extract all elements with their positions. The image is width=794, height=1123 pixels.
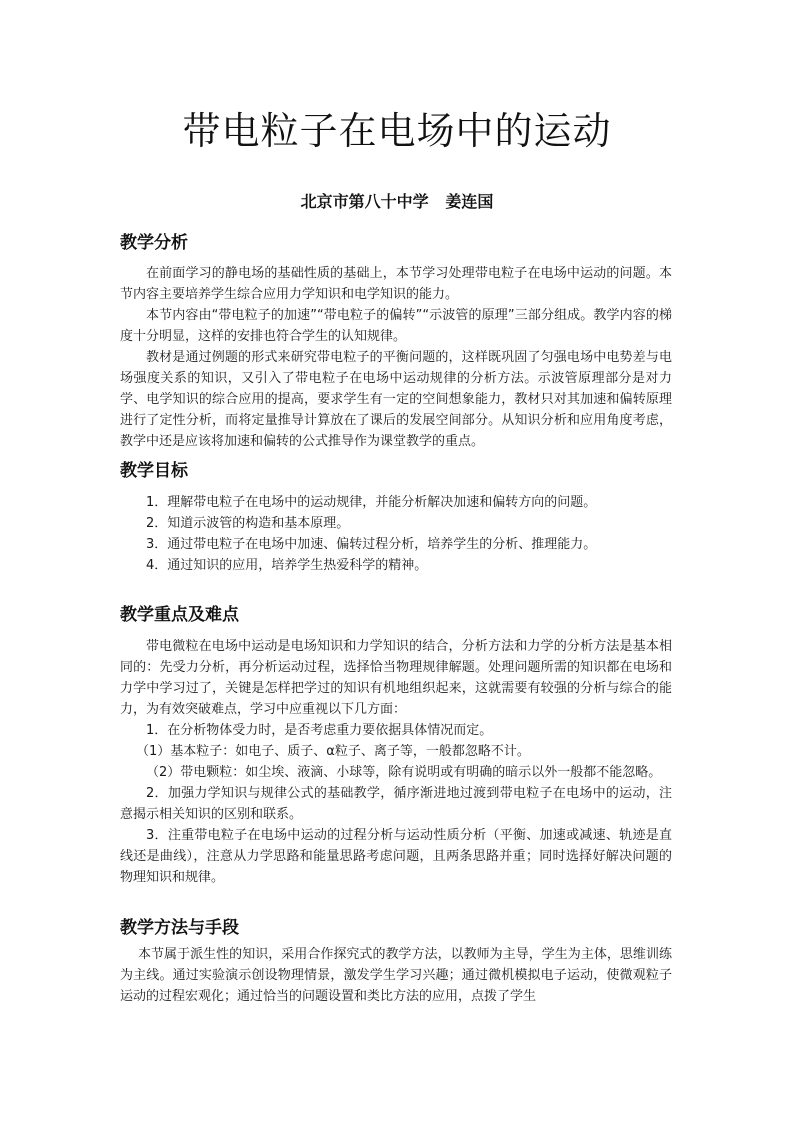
- goal-item-2: 2．知道示波管的构造和基本原理。: [146, 516, 350, 531]
- key-point-1a: （1）基本粒子：如电子、质子、α粒子、离子等，一般都忽略不计。: [136, 744, 530, 759]
- key-points-intro: 带电微粒在电场中运动是电场知识和力学知识的结合，分析方法和力学的分析方法是基本相同的：先受力分析，再分析运动过程，选择恰当物理规律解题。处理问题所需的知识都在电场和力学中学习过了，关键是怎样把学过的知识有机地组织起来，这就需要有较强的分析与综合的能力，为有效突破难点，学习中应重视以下几方面：: [120, 639, 672, 717]
- author-line: 北京市第八十中学 姜连国: [300, 192, 494, 211]
- key-point-1: 1．在分析物体受力时，是否考虑重力要依据具体情况而定。: [146, 723, 493, 738]
- goals-list: [120, 492, 672, 576]
- section-heading-methods: 教学方法与手段: [120, 918, 239, 938]
- analysis-paragraph-1: 在前面学习的静电场的基础性质的基础上，本节学习处理带电粒子在电场中运动的问题。本节内容主要培养学生综合应用力学知识和电学知识的能力。: [120, 266, 672, 302]
- key-point-1b: （2）带电颗粒：如尘埃、液滴、小球等，除有说明或有明确的暗示以外一般都不能忽略。: [146, 765, 662, 780]
- analysis-paragraph-2: 本节内容由“带电粒子的加速”“带电粒子的偏转”“示波管的原理”三部分组成。教学内容的梯度十分明显，这样的安排也符合学生的认知规律。: [120, 308, 672, 344]
- key-point-2: 2．加强力学知识与规律公式的基础教学，循序渐进地过渡到带电粒子在电场中的运动，注意揭示相关知识的区别和联系。: [120, 786, 672, 822]
- page-title: 带电粒子在电场中的运动: [182, 109, 612, 153]
- methods-body: [120, 944, 672, 1007]
- analysis-paragraph-3: 教材是通过例题的形式来研究带电粒子的平衡问题的，这样既巩固了匀强电场中电势差与电场强度关系的知识，又引入了带电粒子在电场中运动规律的分析方法。示波管原理部分是对力学、电学知识的综合应用的提高，要求学生有一定的空间想象能力，教材只对其加速和偏转原理进行了定性分析，而将定量推导计算放在了课后的发展空间部分。从知识分析和应用角度考虑，教学中还是应该将加速和偏转的公式推导作为课堂教学的重点。: [120, 350, 672, 449]
- section-heading-analysis: 教学分析: [120, 233, 188, 253]
- section-heading-goals: 教学目标: [120, 461, 188, 481]
- key-points-body: [120, 636, 672, 888]
- section-heading-key-points: 教学重点及难点: [120, 605, 239, 625]
- analysis-body: [120, 263, 672, 452]
- goal-item-4: 4．通过知识的应用，培养学生热爱科学的精神。: [146, 558, 428, 573]
- methods-paragraph: 本节属于派生性的知识，采用合作探究式的教学方法，以教师为主导，学生为主体，思维训练为主线。通过实验演示创设物理情景，激发学生学习兴趣；通过微机模拟电子运动，使微观粒子运动的过程宏观化；通过恰当的问题设置和类比方法的应用，点拨了学生: [120, 947, 672, 1004]
- key-point-3: 3．注重带电粒子在电场中运动的过程分析与运动性质分析（平衡、加速或减速、轨迹是直线还是曲线），注意从力学思路和能量思路考虑问题，且两条思路并重；同时选择好解决问题的物理知识和规律。: [120, 828, 672, 885]
- goal-item-3: 3．通过带电粒子在电场中加速、偏转过程分析，培养学生的分析、推理能力。: [146, 537, 597, 552]
- goal-item-1: 1．理解带电粒子在电场中的运动规律，并能分析解决加速和偏转方向的问题。: [146, 495, 597, 510]
